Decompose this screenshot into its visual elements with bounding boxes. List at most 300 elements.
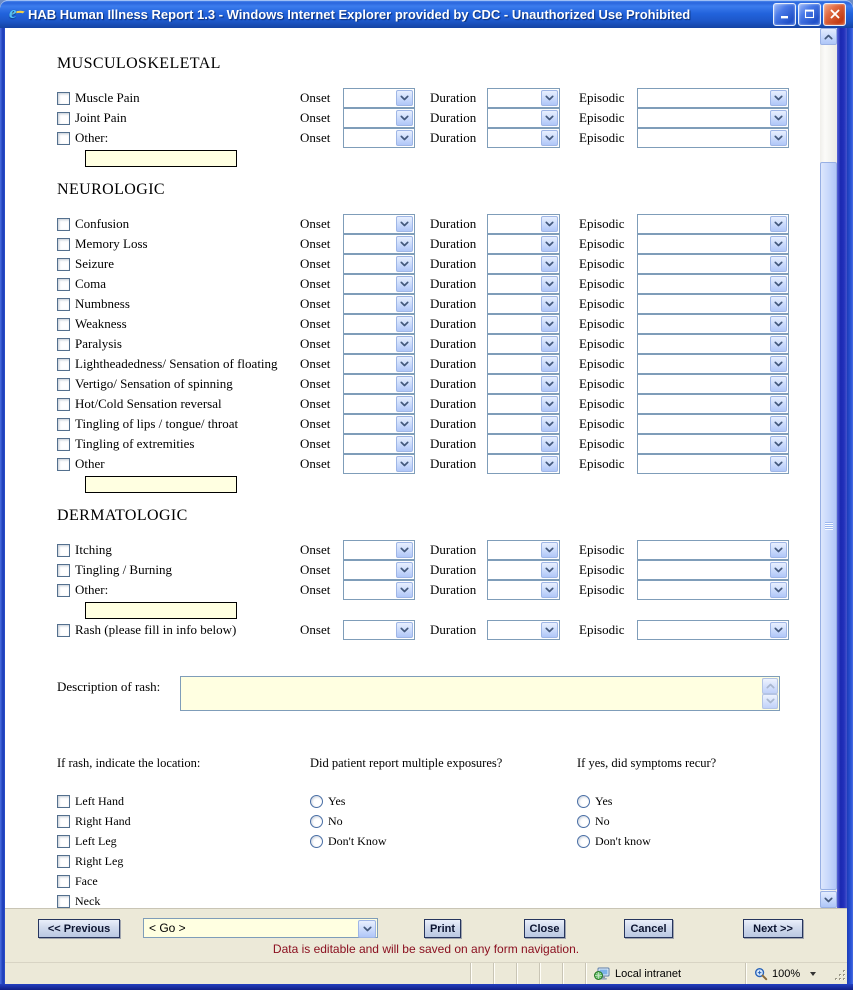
window-title: HAB Human Illness Report 1.3 - Windows Internet Explorer provided by CDC - Unauthorized Use Prohibited	[28, 6, 691, 22]
onset-select[interactable]	[343, 88, 415, 108]
window-controls	[773, 3, 846, 26]
chevron-down-icon	[770, 582, 787, 598]
go-select[interactable]	[143, 918, 378, 938]
onset-label: Onset	[300, 622, 331, 637]
symptom-label: Seizure	[75, 256, 114, 271]
episodic-select[interactable]	[637, 128, 789, 148]
symptom-label: Other	[75, 456, 105, 471]
rash-description-textarea[interactable]	[180, 676, 780, 711]
scrollbar-thumb[interactable]	[820, 162, 837, 890]
episodic-select[interactable]	[637, 234, 789, 254]
symptom-checkbox[interactable]	[57, 278, 70, 291]
rash-description-label: Description of rash:	[57, 679, 161, 694]
symptom-checkbox[interactable]	[57, 338, 70, 351]
episodic-select[interactable]	[637, 334, 789, 354]
onset-label: Onset	[300, 256, 331, 271]
chevron-down-icon	[541, 336, 558, 352]
option-row	[57, 811, 200, 831]
close-icon	[830, 9, 840, 19]
duration-label: Duration	[430, 336, 477, 351]
location-checkbox[interactable]	[57, 835, 70, 848]
onset-select[interactable]	[343, 214, 415, 234]
section-heading: NEUROLOGIC	[57, 181, 165, 198]
chevron-down-icon	[396, 110, 413, 126]
onset-select[interactable]	[343, 414, 415, 434]
option-row	[57, 831, 200, 851]
onset-label: Onset	[300, 562, 331, 577]
episodic-select[interactable]	[637, 434, 789, 454]
location-checkbox[interactable]	[57, 855, 70, 868]
scrollbar-down-button[interactable]	[820, 891, 837, 908]
symptom-timing-row	[300, 540, 790, 560]
go-select-value: < Go >	[149, 921, 186, 935]
duration-label: Duration	[430, 416, 477, 431]
option-label: Face	[75, 873, 98, 888]
local-intranet-icon	[594, 967, 610, 981]
duration-label: Duration	[430, 456, 477, 471]
symptom-row	[57, 414, 300, 434]
textarea-scrollbar[interactable]	[762, 678, 778, 709]
symptom-label: Other:	[75, 582, 109, 597]
symptom-timing-row	[300, 620, 790, 640]
option-row	[57, 891, 200, 908]
duration-select[interactable]	[487, 540, 560, 560]
episodic-select[interactable]	[637, 254, 789, 274]
symptom-timing-row	[300, 128, 790, 148]
episodic-select[interactable]	[637, 620, 789, 640]
question-label: Did patient report multiple exposures?	[310, 756, 503, 770]
chevron-down-icon	[541, 376, 558, 392]
symptom-timing-row	[300, 88, 790, 108]
row-spacer	[300, 600, 790, 620]
option-label: No	[595, 813, 610, 828]
chevron-down-icon	[770, 562, 787, 578]
symptom-timing-row	[300, 314, 790, 334]
chevron-down-icon	[396, 316, 413, 332]
question-column-recur	[577, 756, 716, 851]
episodic-label: Episodic	[579, 90, 625, 105]
symptom-checkbox[interactable]	[57, 458, 70, 471]
chevron-down-icon	[770, 356, 787, 372]
duration-select[interactable]	[487, 414, 560, 434]
duration-label: Duration	[430, 90, 477, 105]
episodic-label: Episodic	[579, 110, 625, 125]
chevron-down-icon	[541, 436, 558, 452]
episodic-label: Episodic	[579, 316, 625, 331]
duration-select[interactable]	[487, 234, 560, 254]
onset-label: Onset	[300, 416, 331, 431]
maximize-button[interactable]	[798, 3, 821, 26]
duration-select[interactable]	[487, 108, 560, 128]
rash-description-row	[57, 676, 820, 711]
duration-label: Duration	[430, 276, 477, 291]
option-row	[577, 811, 716, 831]
location-checkbox[interactable]	[57, 795, 70, 808]
chevron-down-icon	[541, 396, 558, 412]
duration-select[interactable]	[487, 334, 560, 354]
symptom-checkbox[interactable]	[57, 318, 70, 331]
symptom-timing-row	[300, 294, 790, 314]
duration-label: Duration	[430, 542, 477, 557]
option-label: Left Leg	[75, 833, 117, 848]
chevron-down-icon	[396, 296, 413, 312]
episodic-select[interactable]	[637, 354, 789, 374]
onset-select[interactable]	[343, 434, 415, 454]
episodic-select[interactable]	[637, 394, 789, 414]
onset-label: Onset	[300, 582, 331, 597]
zone-label: Local intranet	[615, 967, 682, 980]
option-row	[310, 791, 502, 811]
chevron-down-icon	[541, 316, 558, 332]
duration-select[interactable]	[487, 374, 560, 394]
radio-button[interactable]	[577, 815, 590, 828]
duration-select[interactable]	[487, 580, 560, 600]
symptom-label: Tingling of extremities	[75, 436, 195, 451]
duration-label: Duration	[430, 396, 477, 411]
symptom-row	[57, 294, 300, 314]
duration-select[interactable]	[487, 294, 560, 314]
option-label: Don't know	[595, 833, 651, 848]
onset-label: Onset	[300, 276, 331, 291]
chevron-down-icon	[396, 582, 413, 598]
zoom-control[interactable]	[745, 963, 833, 984]
ie-logo-icon: e	[7, 6, 24, 23]
location-checkbox[interactable]	[57, 815, 70, 828]
duration-label: Duration	[430, 356, 477, 371]
duration-label: Duration	[430, 436, 477, 451]
duration-label: Duration	[430, 296, 477, 311]
episodic-label: Episodic	[579, 256, 625, 271]
symptom-checkbox[interactable]	[57, 418, 70, 431]
onset-select[interactable]	[343, 580, 415, 600]
symptom-checkbox[interactable]	[57, 544, 70, 557]
location-checkbox[interactable]	[57, 895, 70, 908]
chevron-down-icon	[541, 582, 558, 598]
symptom-label: Tingling of lips / tongue/ throat	[75, 416, 239, 431]
chevron-down-icon	[770, 130, 787, 146]
duration-select[interactable]	[487, 214, 560, 234]
chevron-down-icon	[396, 456, 413, 472]
zoom-level: 100%	[772, 967, 801, 980]
duration-select[interactable]	[487, 88, 560, 108]
episodic-label: Episodic	[579, 216, 625, 231]
radio-button[interactable]	[310, 795, 323, 808]
option-row	[577, 791, 716, 811]
symptom-checkbox[interactable]	[57, 378, 70, 391]
episodic-label: Episodic	[579, 376, 625, 391]
symptom-timing-row	[300, 580, 790, 600]
duration-label: Duration	[430, 110, 477, 125]
onset-label: Onset	[300, 130, 331, 145]
episodic-select[interactable]	[637, 414, 789, 434]
symptom-label: Memory Loss	[75, 236, 148, 251]
symptom-timing-column	[300, 88, 790, 168]
onset-label: Onset	[300, 90, 331, 105]
symptom-checkbox[interactable]	[57, 398, 70, 411]
episodic-label: Episodic	[579, 542, 625, 557]
chevron-down-icon	[770, 90, 787, 106]
duration-select[interactable]	[487, 354, 560, 374]
chevron-down-icon	[541, 90, 558, 106]
duration-select[interactable]	[487, 274, 560, 294]
symptom-label: Muscle Pain	[75, 90, 140, 105]
section-body	[57, 88, 820, 168]
radio-button[interactable]	[310, 835, 323, 848]
symptom-checkbox[interactable]	[57, 238, 70, 251]
symptom-checkbox-column	[57, 540, 300, 640]
magnifier-icon	[754, 967, 768, 981]
chevron-down-icon	[541, 542, 558, 558]
onset-select[interactable]	[343, 540, 415, 560]
minimize-icon	[780, 9, 790, 19]
symptom-timing-row	[300, 214, 790, 234]
onset-select[interactable]	[343, 254, 415, 274]
symptom-label: Joint Pain	[75, 110, 127, 125]
symptom-timing-row	[300, 434, 790, 454]
window-frame-bottom	[0, 984, 853, 990]
duration-select[interactable]	[487, 254, 560, 274]
episodic-select[interactable]	[637, 374, 789, 394]
episodic-select[interactable]	[637, 274, 789, 294]
symptom-checkbox[interactable]	[57, 92, 70, 105]
location-checkbox[interactable]	[57, 875, 70, 888]
duration-label: Duration	[430, 376, 477, 391]
symptom-checkbox-column	[57, 88, 300, 168]
chevron-down-icon	[541, 416, 558, 432]
scrollbar-grip	[825, 522, 833, 530]
chevron-down-icon	[541, 216, 558, 232]
status-panel	[470, 963, 493, 984]
close-button[interactable]	[823, 3, 846, 26]
cancel-button[interactable]: Cancel	[624, 919, 673, 938]
symptom-row	[57, 214, 300, 234]
status-bar	[5, 962, 847, 984]
duration-label: Duration	[430, 236, 477, 251]
vertical-scrollbar[interactable]	[820, 28, 837, 908]
chevron-down-icon	[396, 276, 413, 292]
duration-select[interactable]	[487, 434, 560, 454]
status-panel	[539, 963, 562, 984]
chevron-down-icon	[541, 622, 558, 638]
other-symptom-input[interactable]	[85, 476, 237, 493]
symptom-timing-row	[300, 454, 790, 474]
symptom-label: Rash (please fill in info below)	[75, 622, 237, 637]
symptom-row	[57, 580, 300, 600]
option-label: Left Hand	[75, 793, 124, 808]
chevron-down-icon	[358, 920, 376, 938]
chevron-down-icon	[396, 622, 413, 638]
episodic-label: Episodic	[579, 396, 625, 411]
maximize-icon	[804, 9, 815, 19]
symptom-sections	[5, 28, 820, 640]
status-panel-main	[5, 963, 470, 984]
onset-select[interactable]	[343, 314, 415, 334]
symptom-checkbox[interactable]	[57, 358, 70, 371]
scroll-down-icon[interactable]	[762, 694, 778, 710]
duration-label: Duration	[430, 316, 477, 331]
onset-label: Onset	[300, 336, 331, 351]
symptom-label: Hot/Cold Sensation reversal	[75, 396, 222, 411]
title-bar	[0, 0, 853, 28]
onset-select[interactable]	[343, 394, 415, 414]
question-options	[310, 791, 502, 851]
duration-select[interactable]	[487, 128, 560, 148]
symptom-row	[57, 88, 300, 108]
symptom-checkbox[interactable]	[57, 258, 70, 271]
chevron-down-icon	[396, 436, 413, 452]
status-panel	[516, 963, 539, 984]
onset-label: Onset	[300, 456, 331, 471]
duration-label: Duration	[430, 562, 477, 577]
section-body	[57, 214, 820, 494]
symptom-checkbox[interactable]	[57, 624, 70, 637]
chevron-down-icon	[541, 110, 558, 126]
symptom-timing-row	[300, 254, 790, 274]
symptom-row	[57, 128, 300, 148]
episodic-label: Episodic	[579, 296, 625, 311]
onset-select[interactable]	[343, 294, 415, 314]
symptom-row	[57, 560, 300, 580]
onset-label: Onset	[300, 216, 331, 231]
duration-select[interactable]	[487, 620, 560, 640]
minimize-button[interactable]	[773, 3, 796, 26]
option-row	[57, 791, 200, 811]
episodic-select[interactable]	[637, 454, 789, 474]
symptom-label: Lightheadedness/ Sensation of floating	[75, 356, 278, 371]
onset-select[interactable]	[343, 620, 415, 640]
episodic-select[interactable]	[637, 294, 789, 314]
symptom-row	[57, 394, 300, 414]
symptom-row	[57, 374, 300, 394]
chevron-down-icon	[396, 216, 413, 232]
chevron-down-icon	[396, 90, 413, 106]
onset-label: Onset	[300, 356, 331, 371]
duration-label: Duration	[430, 130, 477, 145]
chevron-down-icon	[396, 236, 413, 252]
radio-button[interactable]	[577, 835, 590, 848]
question-options	[577, 791, 716, 851]
onset-select[interactable]	[343, 354, 415, 374]
window-frame-right	[847, 28, 853, 990]
symptom-timing-row	[300, 354, 790, 374]
symptom-row	[57, 354, 300, 374]
chevron-down-icon	[770, 436, 787, 452]
onset-select[interactable]	[343, 560, 415, 580]
symptom-row	[57, 334, 300, 354]
onset-select[interactable]	[343, 454, 415, 474]
onset-select[interactable]	[343, 374, 415, 394]
duration-select[interactable]	[487, 314, 560, 334]
radio-button[interactable]	[577, 795, 590, 808]
chevron-down-icon	[396, 336, 413, 352]
navigation-toolbar	[5, 908, 847, 962]
symptom-checkbox[interactable]	[57, 438, 70, 451]
duration-select[interactable]	[487, 560, 560, 580]
print-button[interactable]: Print	[424, 919, 461, 938]
section-heading: DERMATOLOGIC	[57, 507, 188, 524]
episodic-label: Episodic	[579, 562, 625, 577]
symptom-label: Weakness	[75, 316, 127, 331]
onset-label: Onset	[300, 110, 331, 125]
chevron-down-icon	[396, 130, 413, 146]
duration-select[interactable]	[487, 454, 560, 474]
episodic-select[interactable]	[637, 88, 789, 108]
chevron-down-icon	[541, 130, 558, 146]
symptom-row	[57, 434, 300, 454]
symptom-checkbox[interactable]	[57, 112, 70, 125]
symptom-checkbox[interactable]	[57, 298, 70, 311]
onset-label: Onset	[300, 316, 331, 331]
chevron-down-icon	[770, 276, 787, 292]
onset-select[interactable]	[343, 274, 415, 294]
chevron-down-icon	[541, 296, 558, 312]
chevron-down-icon	[396, 542, 413, 558]
question-label: If yes, did symptoms recur?	[577, 756, 717, 770]
episodic-select[interactable]	[637, 560, 789, 580]
episodic-select[interactable]	[637, 580, 789, 600]
symptom-checkbox[interactable]	[57, 132, 70, 145]
episodic-select[interactable]	[637, 108, 789, 128]
onset-select[interactable]	[343, 128, 415, 148]
chevron-down-icon	[396, 256, 413, 272]
onset-select[interactable]	[343, 334, 415, 354]
editable-data-note: Data is editable and will be saved on any form navigation.	[272, 942, 580, 956]
scrollbar-up-button[interactable]	[820, 28, 837, 45]
chevron-down-icon	[770, 456, 787, 472]
symptom-timing-row	[300, 274, 790, 294]
symptom-checkbox[interactable]	[57, 564, 70, 577]
status-panel	[493, 963, 516, 984]
chevron-down-icon	[770, 376, 787, 392]
chevron-down-icon	[770, 336, 787, 352]
zoom-caret-icon	[810, 972, 816, 976]
chevron-down-icon	[770, 396, 787, 412]
episodic-select[interactable]	[637, 314, 789, 334]
symptom-row	[57, 620, 300, 640]
onset-label: Onset	[300, 396, 331, 411]
symptom-row	[57, 314, 300, 334]
onset-select[interactable]	[343, 108, 415, 128]
episodic-select[interactable]	[637, 214, 789, 234]
symptom-row	[57, 274, 300, 294]
previous-button[interactable]: << Previous	[38, 919, 120, 938]
next-button[interactable]: Next >>	[743, 919, 803, 938]
question-label: If rash, indicate the location:	[57, 756, 201, 770]
onset-label: Onset	[300, 296, 331, 311]
episodic-label: Episodic	[579, 622, 625, 637]
chevron-down-icon	[396, 416, 413, 432]
option-label: Right Leg	[75, 853, 124, 868]
chevron-down-icon	[770, 622, 787, 638]
chevron-down-icon	[396, 356, 413, 372]
symptom-checkbox[interactable]	[57, 218, 70, 231]
duration-select[interactable]	[487, 394, 560, 414]
symptom-label: Paralysis	[75, 336, 122, 351]
onset-select[interactable]	[343, 234, 415, 254]
episodic-select[interactable]	[637, 540, 789, 560]
resize-grip[interactable]	[833, 963, 847, 984]
close-form-button[interactable]: Close	[524, 919, 565, 938]
other-symptom-input[interactable]	[85, 602, 237, 619]
other-input-row	[57, 474, 300, 494]
other-symptom-input[interactable]	[85, 150, 237, 167]
window-frame-inner	[837, 28, 847, 908]
duration-label: Duration	[430, 582, 477, 597]
symptom-checkbox[interactable]	[57, 584, 70, 597]
option-label: Yes	[328, 793, 346, 808]
radio-button[interactable]	[310, 815, 323, 828]
scroll-up-icon[interactable]	[762, 678, 778, 694]
